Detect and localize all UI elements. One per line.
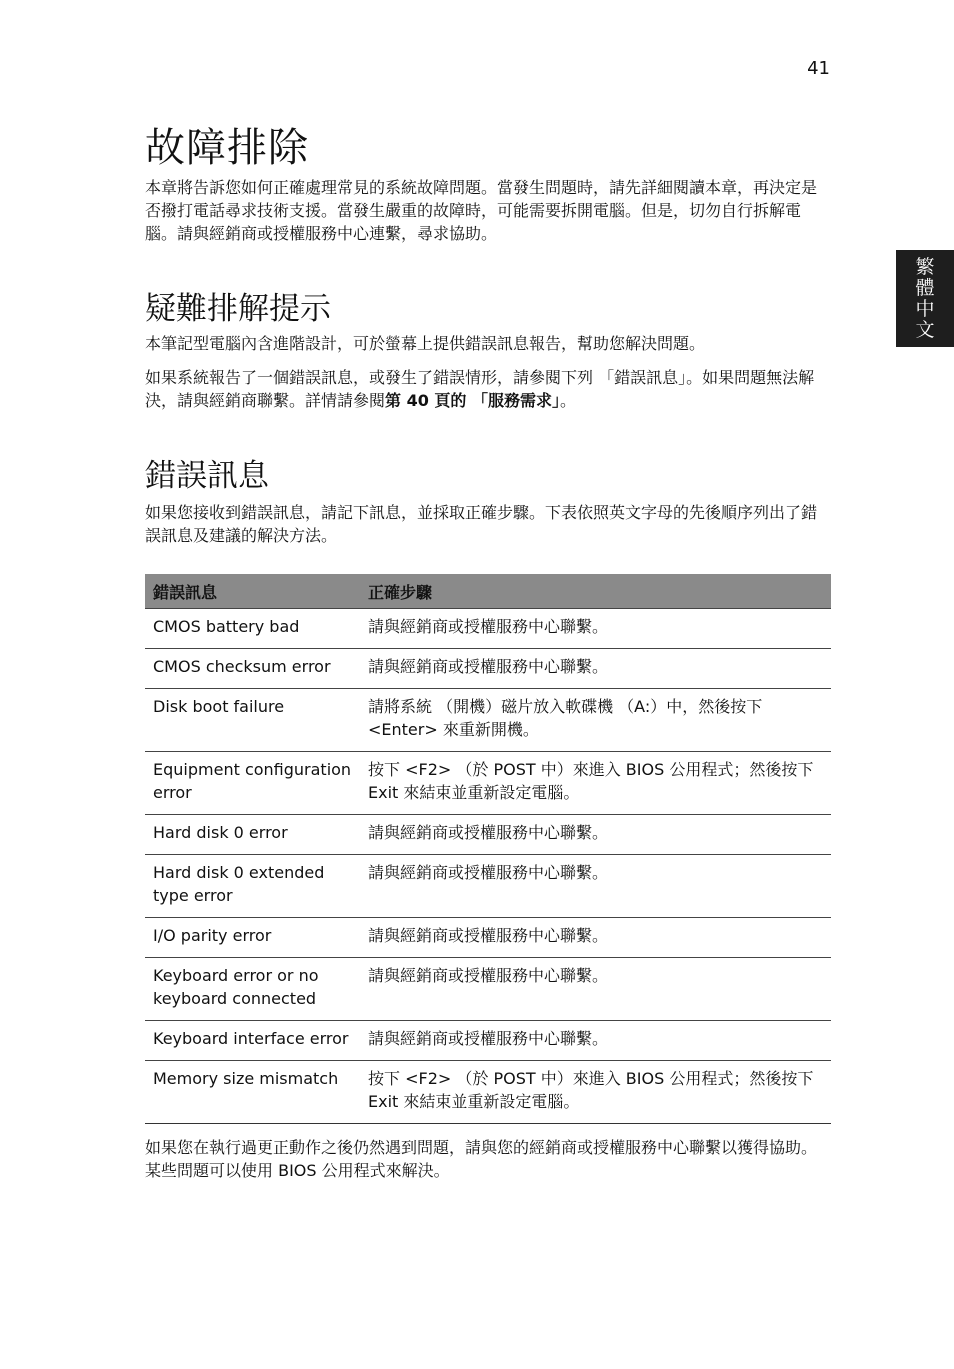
error-message-cell: Memory size mismatch: [145, 1061, 360, 1124]
table-row: [145, 815, 831, 855]
table-row: [145, 918, 831, 958]
closing-paragraph: 如果您在執行過更正動作之後仍然遇到問題，請與您的經銷商或授權服務中心聯繫以獲得協助。某些問題可以使用 BIOS 公用程式來解決。: [145, 1138, 818, 1180]
corrective-action-cell: 按下 <F2> （於 POST 中）來進入 BIOS 公用程式；然後按下 Exit 來結束並重新設定電腦。: [360, 1061, 831, 1124]
error-message-cell: Equipment configuration error: [145, 752, 360, 815]
language-tab-char: 繁: [915, 255, 935, 278]
corrective-action-cell: 請與經銷商或授權服務中心聯繫。: [360, 855, 831, 918]
page-number: 41: [807, 58, 830, 79]
error-messages-table: [145, 574, 831, 1124]
table-row: [145, 1061, 831, 1124]
tips-paragraph-2: [145, 366, 831, 412]
error-message-cell: Keyboard error or no keyboard connected: [145, 958, 360, 1021]
corrective-action-cell: 請與經銷商或授權服務中心聯繫。: [360, 918, 831, 958]
tips-paragraph-2-text: 如果系統報告了一個錯誤訊息，或發生了錯誤情形，請參閱下列 「錯誤訊息」。如果問題無法解決，請與經銷商聯繫。詳情請參閱: [145, 368, 815, 410]
corrective-action-cell: 請與經銷商或授權服務中心聯繫。: [360, 1021, 831, 1061]
page-title: 故障排除: [145, 125, 309, 171]
intro-paragraph: 本章將告訴您如何正確處理常見的系統故障問題。當發生問題時，請先詳細閱讀本章，再決定是否撥打電話尋求技術支援。當發生嚴重的故障時，可能需要拆開電腦。但是，切勿自行拆解電腦。請與經銷商或授權服務中心連繫，尋求協助。: [145, 178, 818, 243]
corrective-action-cell: 請與經銷商或授權服務中心聯繫。: [360, 609, 831, 649]
error-message-cell: Disk boot failure: [145, 689, 360, 752]
table-row: [145, 855, 831, 918]
corrective-action-cell: 請與經銷商或授權服務中心聯繫。: [360, 649, 831, 689]
corrective-action-cell: 請與經銷商或授權服務中心聯繫。: [360, 815, 831, 855]
header-corrective-action: 正確步驟: [360, 574, 831, 609]
section-heading-error-messages: 錯誤訊息: [145, 458, 269, 494]
language-tab-char: 文: [915, 318, 935, 341]
language-tab-char: 中: [915, 297, 935, 320]
language-tab: [896, 250, 954, 347]
corrective-action-cell: 請將系統 （開機）磁片放入軟碟機 （A:）中，然後按下 <Enter> 來重新開機。: [360, 689, 831, 752]
table-row: [145, 752, 831, 815]
corrective-action-cell: 請與經銷商或授權服務中心聯繫。: [360, 958, 831, 1021]
corrective-action-cell: 按下 <F2> （於 POST 中）來進入 BIOS 公用程式；然後按下 Exit 來結束並重新設定電腦。: [360, 752, 831, 815]
table-row: [145, 958, 831, 1021]
error-message-cell: I/O parity error: [145, 918, 360, 958]
error-messages-paragraph: 如果您接收到錯誤訊息，請記下訊息，並採取正確步驟。下表依照英文字母的先後順序列出了錯誤訊息及建議的解決方法。: [145, 503, 818, 545]
table-header-row: [145, 574, 831, 609]
error-message-cell: Keyboard interface error: [145, 1021, 360, 1061]
error-message-cell: Hard disk 0 error: [145, 815, 360, 855]
tips-paragraph-1: 本筆記型電腦內含進階設計，可於螢幕上提供錯誤訊息報告，幫助您解決問題。: [145, 334, 706, 353]
tips-paragraph-2-end: 。: [560, 391, 577, 410]
error-message-cell: CMOS battery bad: [145, 609, 360, 649]
error-message-cell: Hard disk 0 extended type error: [145, 855, 360, 918]
table-row: [145, 1021, 831, 1061]
section-heading-troubleshooting-tips: 疑難排解提示: [145, 291, 331, 327]
error-message-cell: CMOS checksum error: [145, 649, 360, 689]
table-row: [145, 649, 831, 689]
table-row: [145, 689, 831, 752]
table-row: [145, 609, 831, 649]
service-requirements-link[interactable]: 第 40 頁的 「服務需求」: [385, 391, 560, 410]
header-error-message: 錯誤訊息: [145, 574, 360, 609]
language-tab-char: 體: [915, 276, 935, 299]
